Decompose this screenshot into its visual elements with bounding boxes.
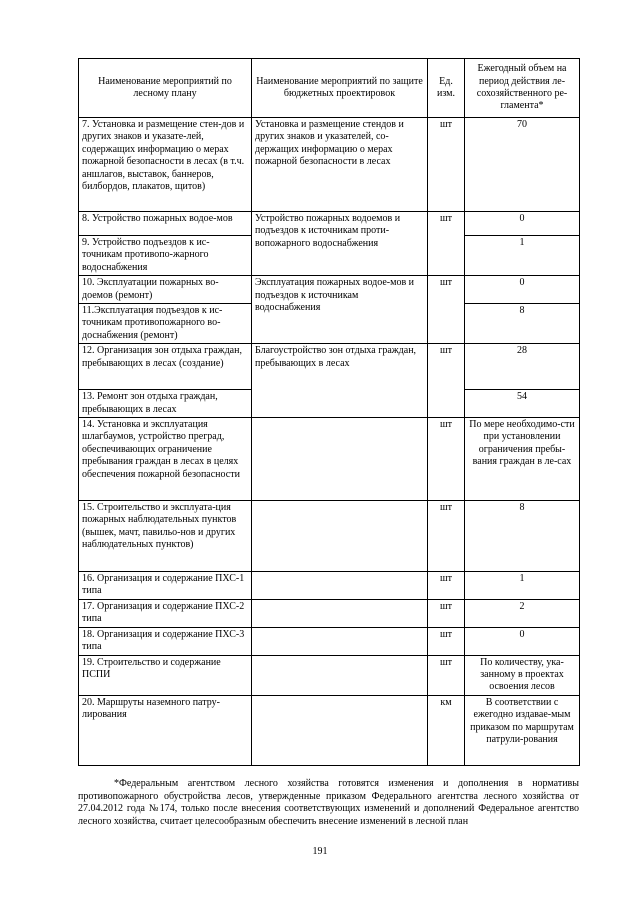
row-9-measure: 9. Устройство подъездов к ис-точникам противопо-жарного водоснабжения (79, 236, 252, 276)
table-row (79, 118, 580, 212)
row-17-measure: 17. Организация и содержание ПХС-2 типа (79, 599, 252, 627)
table-row (79, 599, 580, 627)
row-20-measure: 20. Маршруты наземного патру-лирования (79, 695, 252, 765)
row-17-budget-measure (252, 599, 428, 627)
row-14-measure: 14. Установка и эксплуатация шлагбаумов, устройство преград, обеспечивающих ограничение пребывания граждан в лесах в целях обеспечения пожарной безопасности (79, 418, 252, 501)
footnote: *Федеральным агентством лесного хозяйства готовятся изменения и дополнения в нормативы противопожарного обустройства лесов, утвержденные приказом Федерального агентства лесного хозяйства от 27.04.2012 года №174, только после внесения соответствующих изменений и дополнений Федеральное агентство лесного хозяйства, считает целесообразным обеспечить внесение изменений в лесной план (78, 778, 579, 827)
row-16-measure: 16. Организация и содержание ПХС-1 типа (79, 572, 252, 600)
table-row (79, 695, 580, 765)
row-18-unit: шт (428, 627, 465, 655)
header-forest-plan-measures: Наименование мероприятий по лесному плану (79, 59, 252, 118)
row-13-measure: 13. Ремонт зон отдыха граждан, пребывающих в лесах (79, 390, 252, 418)
row-19-unit: шт (428, 655, 465, 695)
row-8-value: 0 (465, 212, 580, 236)
row-18-value: 0 (465, 627, 580, 655)
table-row (79, 344, 580, 390)
row-19-value: По количеству, ука-занному в проектах освоения лесов (465, 655, 580, 695)
header-annual-volume: Ежегодный объем на период действия ле-сохозяйственного ре-гламента* (465, 59, 580, 118)
row-11-value: 8 (465, 304, 580, 344)
row-15-budget-measure (252, 501, 428, 572)
row-7-unit: шт (428, 118, 465, 212)
table-row (79, 655, 580, 695)
table-row (79, 627, 580, 655)
row-14-value: По мере необходимо-сти при установлении ограничения пребы-вания граждан в ле-сах (465, 418, 580, 501)
rows-12-13-budget-measure: Благоустройство зон отдыха граждан, пребывающих в лесах (252, 344, 428, 418)
rows-8-9-budget-measure: Устройство пожарных водоемов и подъездов к источникам проти-вопожарного водоснабжения (252, 212, 428, 276)
table-row (79, 276, 580, 304)
table-row (79, 212, 580, 236)
rows-12-13-unit: шт (428, 344, 465, 418)
row-7-budget-measure: Установка и размещение стендов и других знаков и указателей, со-держащих информацию о мерах пожарной безопасности в лесах (252, 118, 428, 212)
row-12-measure: 12. Организация зон отдыха граждан, пребывающих в лесах (создание) (79, 344, 252, 390)
row-15-value: 8 (465, 501, 580, 572)
row-17-value: 2 (465, 599, 580, 627)
header-budget-measures: Наименование мероприятий по защите бюджетных проектировок (252, 59, 428, 118)
table-row (79, 501, 580, 572)
row-10-value: 0 (465, 276, 580, 304)
rows-10-11-budget-measure: Эксплуатация пожарных водое-мов и подъездов к источникам водоснабжения (252, 276, 428, 344)
rows-10-11-unit: шт (428, 276, 465, 344)
row-12-value: 28 (465, 344, 580, 390)
row-18-budget-measure (252, 627, 428, 655)
table-row (79, 572, 580, 600)
row-15-measure: 15. Строительство и эксплуата-ция пожарных наблюдательных пунктов (вышек, мачт, павильо-нов и других наблюдательных пунктов) (79, 501, 252, 572)
page-number: 191 (312, 846, 328, 857)
row-18-measure: 18. Организация и содержание ПХС-3 типа (79, 627, 252, 655)
header-unit: Ед. изм. (428, 59, 465, 118)
fire-safety-measures-table (78, 58, 580, 766)
row-7-measure: 7. Установка и размещение стен-дов и других знаков и указате-лей, содержащих информацию о мерах пожарной безопасности в лесах (в т.ч. аншлагов, выставок, баннеров, билбордов, плакатов, щитов) (79, 118, 252, 212)
row-16-value: 1 (465, 572, 580, 600)
row-20-value: В соответствии с ежегодно издавае-мым приказом по маршрутам патрули-рования (465, 695, 580, 765)
row-17-unit: шт (428, 599, 465, 627)
row-10-measure: 10. Эксплуатации пожарных во-доемов (ремонт) (79, 276, 252, 304)
row-13-value: 54 (465, 390, 580, 418)
row-20-unit: км (428, 695, 465, 765)
row-9-value: 1 (465, 236, 580, 276)
table-header-row (79, 59, 580, 118)
row-8-measure: 8. Устройство пожарных водое-мов (79, 212, 252, 236)
row-20-budget-measure (252, 695, 428, 765)
table-row (79, 418, 580, 501)
row-14-budget-measure (252, 418, 428, 501)
row-7-value: 70 (465, 118, 580, 212)
row-14-unit: шт (428, 418, 465, 501)
row-15-unit: шт (428, 501, 465, 572)
row-11-measure: 11.Эксплуатация подъездов к ис-точникам противопожарного во-доснабжения (ремонт) (79, 304, 252, 344)
row-19-budget-measure (252, 655, 428, 695)
row-16-budget-measure (252, 572, 428, 600)
row-16-unit: шт (428, 572, 465, 600)
row-19-measure: 19. Строительство и содержание ПСПИ (79, 655, 252, 695)
rows-8-9-unit: шт (428, 212, 465, 276)
